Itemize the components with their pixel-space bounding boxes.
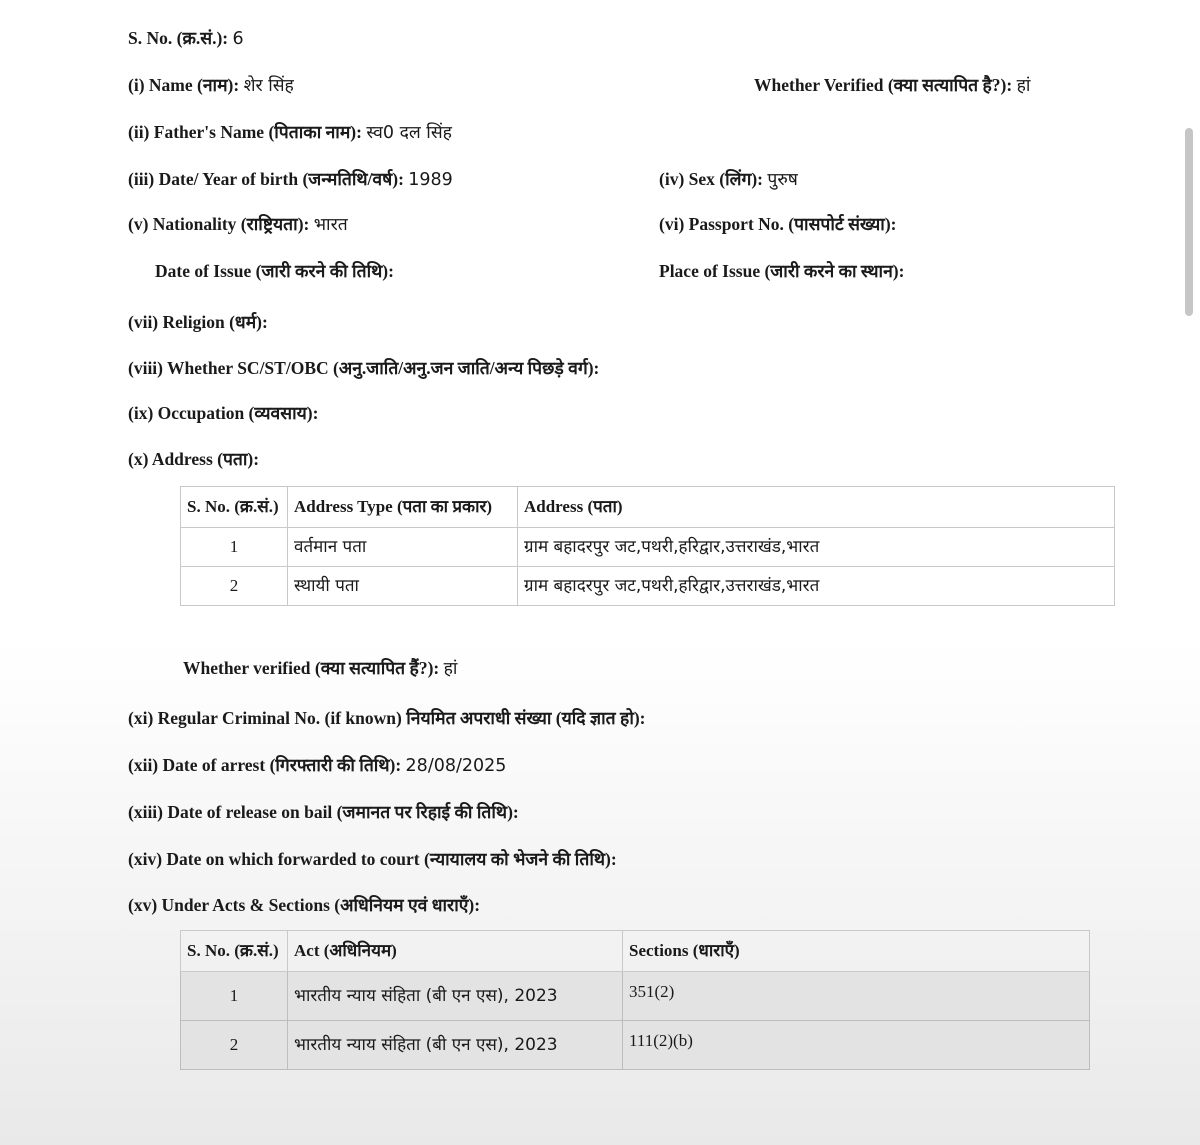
cell-address-type: स्थायी पता xyxy=(288,567,518,606)
date-of-issue-field xyxy=(155,260,394,283)
field-label: Whether Verified (क्या सत्यापित है?): xyxy=(754,75,1013,95)
header-sno: S. No. (क्र.सं.) xyxy=(181,487,288,528)
table-row xyxy=(181,528,1115,567)
nationality-field xyxy=(128,213,348,236)
field-label: (xi) Regular Criminal No. (if known) नियमित अपराधी संख्या (यदि ज्ञात हो): xyxy=(128,708,646,728)
criminal-number-field xyxy=(128,707,646,730)
field-value: हां xyxy=(1016,76,1031,96)
field-label: (ii) Father's Name (पिताका नाम): xyxy=(128,122,362,142)
header-sections: Sections (धाराएँ) xyxy=(623,931,1090,972)
table-row xyxy=(181,972,1090,1021)
field-value: 28/08/2025 xyxy=(405,756,507,776)
field-value: 1989 xyxy=(408,170,453,190)
bail-date-field xyxy=(128,801,519,824)
field-label: Place of Issue (जारी करने का स्थान): xyxy=(659,261,905,281)
cell-act: भारतीय न्याय संहिता (बी एन एस), 2023 xyxy=(288,1021,623,1070)
field-label: (ix) Occupation (व्यवसाय): xyxy=(128,403,319,423)
serial-number-field xyxy=(128,27,244,50)
header-address: Address (पता) xyxy=(518,487,1115,528)
cell-act: भारतीय न्याय संहिता (बी एन एस), 2023 xyxy=(288,972,623,1021)
date-of-birth-field xyxy=(128,168,453,191)
header-sno: S. No. (क्र.सं.) xyxy=(181,931,288,972)
address-verified-field xyxy=(183,657,457,680)
field-value: हां xyxy=(443,659,458,679)
table-header-row xyxy=(181,487,1115,528)
table-row xyxy=(181,567,1115,606)
forwarded-date-field xyxy=(128,848,617,871)
passport-field xyxy=(659,213,897,236)
table-row xyxy=(181,1021,1090,1070)
field-value: 6 xyxy=(232,29,244,49)
cell-sno: 2 xyxy=(181,1021,288,1070)
cell-address: ग्राम बहादरपुर जट,पथरी,हरिद्वार,उत्तराखंड,भारत xyxy=(518,528,1115,567)
cell-sno: 2 xyxy=(181,567,288,606)
field-label: (xv) Under Acts & Sections (अधिनियम एवं धाराएँ): xyxy=(128,895,481,915)
header-address-type: Address Type (पता का प्रकार) xyxy=(288,487,518,528)
address-table xyxy=(180,486,1115,606)
caste-field xyxy=(128,357,599,380)
field-label: (vii) Religion (धर्म): xyxy=(128,312,268,332)
acts-table xyxy=(180,930,1090,1070)
field-label: (xii) Date of arrest (गिरफ्तारी की तिथि): xyxy=(128,755,402,775)
vertical-scrollbar[interactable] xyxy=(1180,0,1200,1145)
field-label: (iv) Sex (लिंग): xyxy=(659,169,764,189)
field-label: S. No. (क्र.सं.): xyxy=(128,28,229,48)
place-of-issue-field xyxy=(659,260,904,283)
table-header-row xyxy=(181,931,1090,972)
field-label: Date of Issue (जारी करने की तिथि): xyxy=(155,261,394,281)
cell-address: ग्राम बहादरपुर जट,पथरी,हरिद्वार,उत्तराखंड,भारत xyxy=(518,567,1115,606)
cell-sections: 111(2)(b) xyxy=(623,1021,1090,1070)
field-label: (viii) Whether SC/ST/OBC (अनु.जाति/अनु.जन जाति/अन्य पिछड़े वर्ग): xyxy=(128,358,600,378)
acts-heading xyxy=(128,894,480,916)
previous-line-fragment xyxy=(120,0,680,4)
field-label: (v) Nationality (राष्ट्रियता): xyxy=(128,214,310,234)
field-value: शेर सिंह xyxy=(243,76,294,96)
field-value: स्व0 दल सिंह xyxy=(366,123,452,143)
field-label: (i) Name (नाम): xyxy=(128,75,240,95)
field-label: (vi) Passport No. (पासपोर्ट संख्या): xyxy=(659,214,897,234)
cell-address-type: वर्तमान पता xyxy=(288,528,518,567)
scrollbar-thumb[interactable] xyxy=(1185,128,1193,316)
sex-field xyxy=(659,168,798,191)
occupation-field xyxy=(128,402,318,425)
field-label: (xiv) Date on which forwarded to court (न्यायालय को भेजने की तिथि): xyxy=(128,849,617,869)
field-value: भारत xyxy=(313,215,348,235)
cell-sno: 1 xyxy=(181,528,288,567)
religion-field xyxy=(128,311,268,334)
field-label: (x) Address (पता): xyxy=(128,449,260,469)
header-act: Act (अधिनियम) xyxy=(288,931,623,972)
arrest-date-field xyxy=(128,754,506,777)
address-heading xyxy=(128,448,259,470)
cell-sno: 1 xyxy=(181,972,288,1021)
father-name-field xyxy=(128,121,452,144)
field-label: Whether verified (क्या सत्यापित हैं?): xyxy=(183,658,440,678)
verified-field xyxy=(754,74,1030,97)
field-value: पुरुष xyxy=(767,170,798,190)
cell-sections: 351(2) xyxy=(623,972,1090,1021)
field-label: (xiii) Date of release on bail (जमानत पर रिहाई की तिथि): xyxy=(128,802,519,822)
field-label: (iii) Date/ Year of birth (जन्मतिथि/वर्ष): xyxy=(128,169,404,189)
name-field xyxy=(128,74,294,97)
